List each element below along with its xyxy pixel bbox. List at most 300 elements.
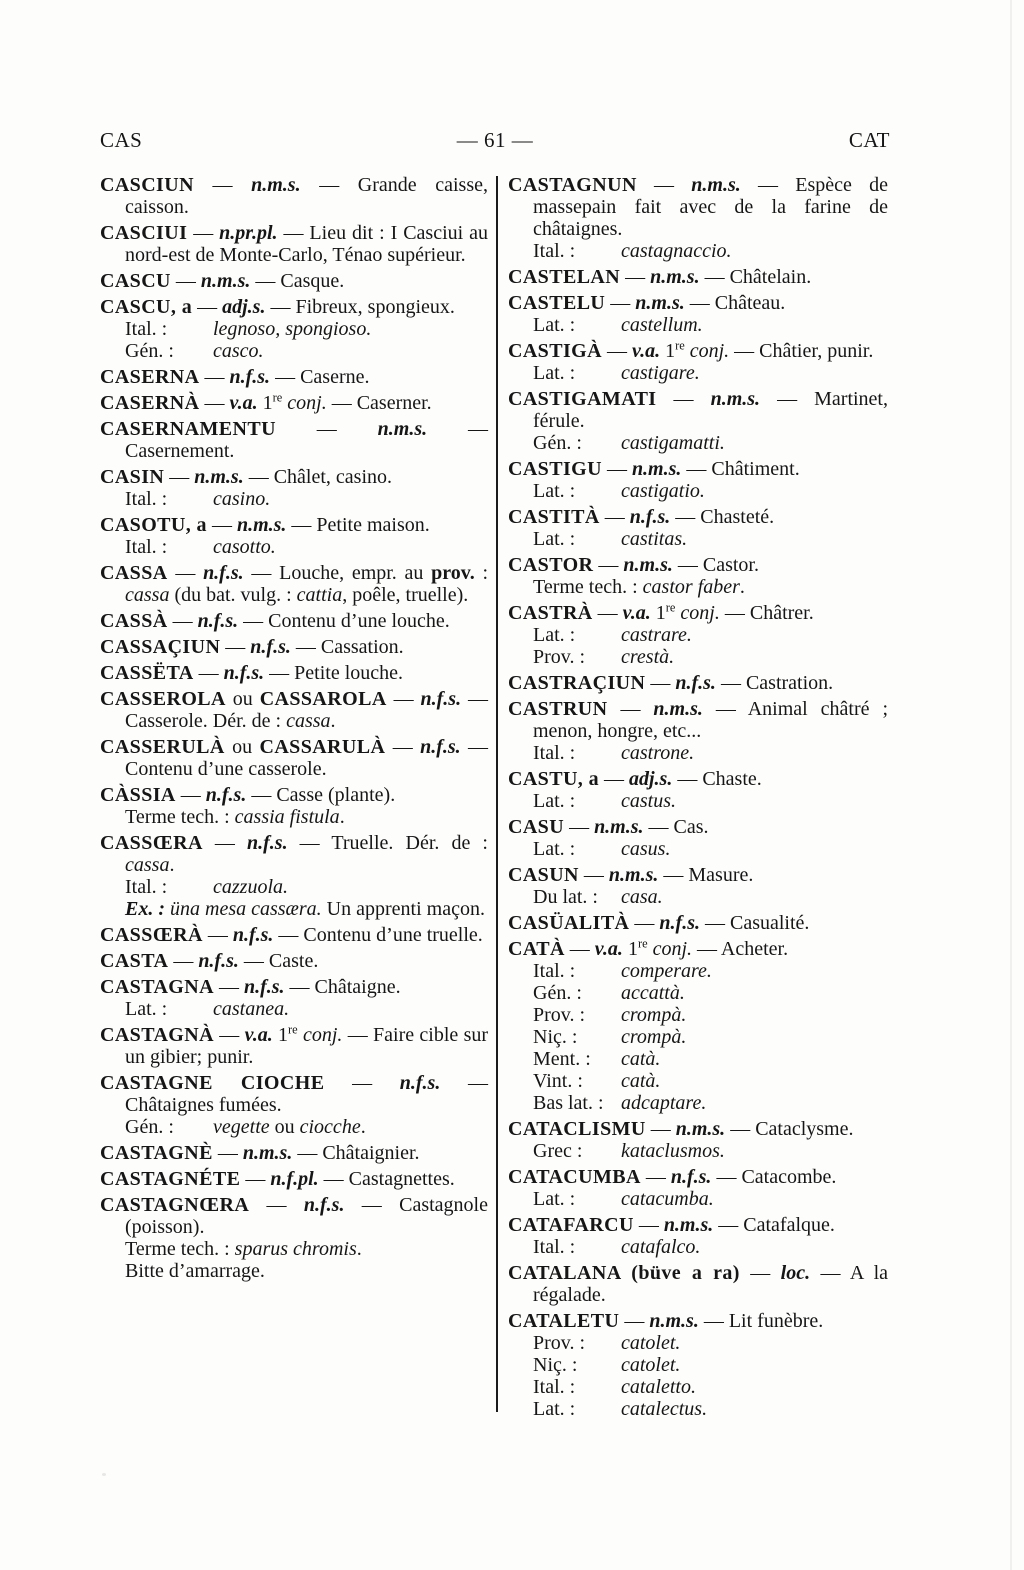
headword: CASTAGNÀ <box>100 1024 214 1046</box>
headword: CATÀ <box>508 938 565 960</box>
etymon-italic: castigare. <box>621 362 700 384</box>
language-label: Bas lat. : <box>533 1092 604 1114</box>
definition-text: — <box>605 292 636 314</box>
running-head-left: CAS <box>100 128 143 152</box>
dictionary-entry <box>508 1118 888 1162</box>
language-label: Lat. : <box>533 528 576 550</box>
entry-line <box>508 1118 888 1140</box>
headword: CASTAGNE CIOCHE <box>100 1072 325 1094</box>
entry-line <box>508 672 888 694</box>
dictionary-entry <box>508 938 888 1114</box>
dictionary-entry <box>508 1214 888 1258</box>
entry-line <box>508 506 888 528</box>
entry-line <box>508 1262 888 1306</box>
scan-speck <box>102 1473 106 1476</box>
dictionary-entry <box>508 388 888 454</box>
definition-text: — Châtier, punir. <box>729 340 874 362</box>
headword: CATALETU <box>508 1310 620 1332</box>
definition-text: — <box>213 1024 245 1046</box>
dictionary-entry <box>100 270 488 292</box>
definition-text: — Caserner. <box>326 392 432 414</box>
etymon-italic: conj. <box>652 938 693 960</box>
grammar-tag: v.a. <box>229 392 258 414</box>
headword: CASCU, a <box>100 296 193 318</box>
etymon-italic: conj. <box>287 392 327 414</box>
definition-text: — Contenu d’une casserole. <box>125 736 489 780</box>
entry-line <box>100 636 488 658</box>
entry-line <box>508 864 888 886</box>
language-label: Grec : <box>533 1140 583 1162</box>
entry-line <box>508 576 888 598</box>
definition-text: 1 <box>257 392 273 414</box>
etymon-italic: casco. <box>213 340 264 362</box>
grammar-tag: n.m.s. <box>594 816 644 838</box>
etymon-italic: adcaptare. <box>621 1092 707 1114</box>
headword: CASOTU, a <box>100 514 207 536</box>
headword: CASTAGNÉTE <box>100 1168 241 1190</box>
language-label: Niç. : <box>533 1026 578 1048</box>
entry-line <box>100 366 488 388</box>
grammar-tag: n.m.s. <box>710 388 761 410</box>
language-label: Gén. : <box>125 1116 174 1138</box>
grammar-tag: n.f.s. <box>399 1072 441 1094</box>
definition-text: Bitte d’amarrage. <box>125 1260 265 1282</box>
definition-text: — A la régalade. <box>533 1262 888 1306</box>
language-label: Du lat. : <box>533 886 598 908</box>
entry-line <box>508 1310 888 1332</box>
definition-text: — Castagnole (poisson). <box>125 1194 488 1238</box>
definition-text: . <box>339 806 345 828</box>
etymon-italic: cassia fistula <box>234 806 340 828</box>
entry-line <box>508 1236 888 1258</box>
entry-line <box>100 736 488 780</box>
dictionary-entry <box>100 662 488 684</box>
dictionary-entry <box>508 340 888 384</box>
entry-line <box>508 646 888 668</box>
running-head <box>100 128 890 154</box>
dictionary-entry <box>508 554 888 598</box>
dictionary-entry <box>100 950 488 972</box>
grammar-tag: n.f.s. <box>229 366 271 388</box>
etymon-italic: cataletto. <box>621 1376 696 1398</box>
definition-text: — Fibreux, spongieux. <box>265 296 455 318</box>
etymon-italic: kataclusmos. <box>621 1140 725 1162</box>
definition-text: Terme tech. : <box>533 576 643 598</box>
definition-text: ou <box>224 736 260 758</box>
definition-text: — <box>629 912 660 934</box>
definition-text: — <box>193 174 252 196</box>
etymon-italic: cazzuola. <box>213 876 288 898</box>
language-label: Gén. : <box>533 432 582 454</box>
headword: CASTRUN <box>508 698 608 720</box>
entry-line <box>100 1260 488 1282</box>
grammar-tag: n.m.s. <box>200 270 251 292</box>
dictionary-entry <box>508 602 888 668</box>
grammar-tag: n.f.s. <box>659 912 700 934</box>
headword: CASSÀ <box>100 610 168 632</box>
etymon-italic: castagnaccio. <box>621 240 732 262</box>
etymon-italic: catolet. <box>621 1332 681 1354</box>
dictionary-entry <box>100 976 488 1020</box>
grammar-tag: n.m.s. <box>675 1118 726 1140</box>
grammar-tag: n.f.s. <box>420 736 461 758</box>
language-label: Lat. : <box>533 480 576 502</box>
grammar-tag: v.a. <box>631 340 661 362</box>
dictionary-entry <box>508 864 888 908</box>
entry-line <box>508 1332 888 1354</box>
entry-line <box>100 222 488 266</box>
definition-text: — Contenu d’une truelle. <box>273 924 483 946</box>
headword: CATACUMBA <box>508 1166 641 1188</box>
column-right <box>508 174 888 1424</box>
etymon-italic: catà. <box>621 1048 661 1070</box>
definition-text: — Petite louche. <box>264 662 404 684</box>
definition-text: . <box>360 1116 366 1138</box>
entry-line <box>100 662 488 684</box>
headword: CASSERULÀ <box>100 736 225 758</box>
definition-text: — Catafalque. <box>713 1214 835 1236</box>
etymon-italic: casino. <box>213 488 271 510</box>
definition-text: — <box>593 554 624 576</box>
definition-text: — <box>385 736 421 758</box>
language-label: Ital. : <box>125 488 168 510</box>
etymon-italic: accattà. <box>621 982 685 1004</box>
language-label: Prov. : <box>533 1332 586 1354</box>
etymon-italic: catacumba. <box>621 1188 714 1210</box>
entry-line <box>508 912 888 934</box>
etymon-italic: comperare. <box>621 960 712 982</box>
definition-text: 1 <box>622 938 638 960</box>
entry-line <box>508 1070 888 1092</box>
definition-text: — <box>620 266 651 288</box>
definition-text: — <box>275 418 378 440</box>
definition-text: — Animal châtré ; menon, hongre, etc... <box>533 698 888 742</box>
entry-line <box>100 832 488 876</box>
definition-text: — <box>202 832 247 854</box>
grammar-tag: v.a. <box>622 602 651 624</box>
language-label: Ital. : <box>125 318 168 340</box>
entry-line <box>508 886 888 908</box>
grammar-tag: adj.s. <box>222 296 266 318</box>
entry-line <box>508 458 888 480</box>
headword: CASUN <box>508 864 579 886</box>
headword: CATACLISMU <box>508 1118 646 1140</box>
language-label: Lat. : <box>533 362 576 384</box>
dictionary-entry <box>508 1262 888 1306</box>
definition-text: — Cassation. <box>290 636 404 658</box>
entry-line <box>100 1168 488 1190</box>
definition-text: 1 <box>650 602 666 624</box>
entry-line <box>508 388 888 432</box>
headword: CASÜALITÀ <box>508 912 630 934</box>
entry-line <box>508 1166 888 1188</box>
dictionary-entry <box>508 768 888 812</box>
definition-text: — <box>249 1194 304 1216</box>
language-label: Gén. : <box>533 982 582 1004</box>
language-label: Prov. : <box>533 1004 586 1026</box>
running-head-right: CAT <box>848 128 890 152</box>
definition-text: — Châtaignier. <box>292 1142 420 1164</box>
headword: CASTAGNŒRA <box>100 1194 250 1216</box>
definition-text: — Acheter. <box>692 938 789 960</box>
language-label: Lat. : <box>533 790 576 812</box>
definition-text: — Martinet, férule. <box>533 388 888 432</box>
entry-line <box>508 1092 888 1114</box>
headword: CASCU <box>100 270 171 292</box>
entry-line <box>508 1398 888 1420</box>
two-column-layout <box>100 174 890 1424</box>
grammar-tag: v.a. <box>244 1024 273 1046</box>
entry-line <box>100 270 488 292</box>
dictionary-entry <box>100 736 488 780</box>
entry-line <box>508 240 888 262</box>
headword: CATALANA (büve a ra) <box>508 1262 740 1284</box>
definition-text: — Casserole. Dér. de : <box>125 688 489 732</box>
etymon-italic: castrone. <box>621 742 695 764</box>
entry-line <box>508 816 888 838</box>
definition-text: — <box>167 562 204 584</box>
etymon-italic: cassa <box>125 584 170 606</box>
dictionary-entry <box>100 1194 488 1282</box>
definition-text: — <box>599 768 629 790</box>
language-label: Niç. : <box>533 1354 578 1376</box>
entry-line <box>100 924 488 946</box>
dictionary-entry <box>100 174 488 218</box>
dictionary-entry <box>508 266 888 288</box>
entry-line <box>100 688 488 732</box>
entry-line <box>508 1214 888 1236</box>
dictionary-entry <box>508 292 888 336</box>
definition-text: — Château. <box>684 292 786 314</box>
definition-text: — <box>168 950 199 972</box>
etymon-italic: crompà. <box>621 1004 687 1026</box>
definition-text: — Caserne. <box>270 366 370 388</box>
definition-text: Terme tech. : <box>125 806 235 828</box>
bold-text: prov. <box>431 562 475 584</box>
definition-text: — <box>170 270 201 292</box>
definition-text: — Casque. <box>250 270 345 292</box>
definition-text: — Catacombe. <box>711 1166 837 1188</box>
etymon-italic: catolet. <box>621 1354 681 1376</box>
language-label: Lat. : <box>533 314 576 336</box>
definition-text: — <box>645 672 676 694</box>
entry-line <box>508 742 888 764</box>
etymon-italic: legnoso, spongioso. <box>213 318 372 340</box>
definition-text: — <box>739 1262 781 1284</box>
definition-text: — <box>199 366 230 388</box>
definition-text: — <box>199 392 230 414</box>
grammar-tag: n.m.s. <box>653 698 703 720</box>
dictionary-entry <box>100 222 488 266</box>
headword: CASTELAN <box>508 266 621 288</box>
definition-text: — Casse (plante). <box>246 784 396 806</box>
language-label: Ital. : <box>125 536 168 558</box>
column-divider <box>496 176 498 1412</box>
definition-text: — <box>220 636 251 658</box>
dictionary-entry <box>508 912 888 934</box>
grammar-tag: n.f.s. <box>247 832 288 854</box>
definition-text: — <box>212 1142 243 1164</box>
language-label: Lat. : <box>533 624 576 646</box>
dictionary-entry <box>100 1168 488 1190</box>
entry-line <box>100 806 488 828</box>
headword: CASTAGNÈ <box>100 1142 213 1164</box>
dictionary-entry <box>100 366 488 388</box>
definition-text: — Casernement. <box>125 418 489 462</box>
definition-text: — <box>564 938 595 960</box>
etymon-italic: catalectus. <box>621 1398 708 1420</box>
entry-line <box>100 296 488 318</box>
entry-line <box>508 340 888 362</box>
definition-text: — <box>636 174 692 196</box>
definition-text: — Louche, empr. au <box>243 562 432 584</box>
headword: CASTRAÇIUN <box>508 672 646 694</box>
dictionary-entry <box>100 562 488 606</box>
entry-line <box>100 998 488 1020</box>
entry-line <box>508 790 888 812</box>
entry-line <box>508 838 888 860</box>
definition-text: : <box>474 562 489 584</box>
etymon-italic: conj. <box>302 1024 343 1046</box>
entry-line <box>508 292 888 314</box>
entry-line <box>100 488 488 510</box>
definition-text: — Grande caisse, caisson. <box>125 174 488 218</box>
entry-line <box>508 1376 888 1398</box>
grammar-tag: n.f.s. <box>232 924 274 946</box>
definition-text: — <box>386 688 421 710</box>
entry-line <box>100 1142 488 1164</box>
etymon-italic: casotto. <box>213 536 276 558</box>
grammar-tag: n.m.s. <box>251 174 301 196</box>
definition-text: — <box>656 388 711 410</box>
definition-text: — Caste. <box>238 950 319 972</box>
etymon-italic: castigatio. <box>621 480 705 502</box>
definition-text: ou <box>269 1116 300 1138</box>
grammar-tag: n.f.s. <box>205 784 247 806</box>
definition-text: — <box>601 340 632 362</box>
definition-text: — <box>240 1168 271 1190</box>
language-label: Lat. : <box>533 1398 576 1420</box>
etymon-italic: casa. <box>621 886 663 908</box>
headword: CASSEROLA <box>100 688 226 710</box>
entry-line <box>100 784 488 806</box>
language-label: Lat. : <box>533 838 576 860</box>
headword: CASCIUI <box>100 222 188 244</box>
etymon-italic: castitas. <box>621 528 688 550</box>
headword: CASTU, a <box>508 768 599 790</box>
headword: CASSAÇIUN <box>100 636 221 658</box>
etymon-italic: crestà. <box>621 646 675 668</box>
entry-line <box>508 432 888 454</box>
ordinal-superscript: re <box>637 936 648 951</box>
etymon-italic: castellum. <box>621 314 703 336</box>
entry-line <box>100 514 488 536</box>
grammar-tag: n.m.s. <box>377 418 428 440</box>
entry-line <box>100 610 488 632</box>
entry-line <box>508 768 888 790</box>
language-label: Vint. : <box>533 1070 583 1092</box>
entry-line <box>508 960 888 982</box>
headword: CASERNÀ <box>100 392 200 414</box>
entry-line <box>508 528 888 550</box>
grammar-tag: n.f.s. <box>243 976 285 998</box>
entry-line <box>508 938 888 960</box>
headword: CASTAGNUN <box>508 174 637 196</box>
grammar-tag: n.m.s. <box>631 458 682 480</box>
grammar-tag: v.a. <box>594 938 623 960</box>
definition-text: — Castor. <box>672 554 759 576</box>
entry-line <box>508 1026 888 1048</box>
grammar-tag: n.m.s. <box>649 1310 699 1332</box>
dictionary-entry <box>100 636 488 658</box>
definition-text: — <box>640 1166 671 1188</box>
grammar-tag: n.f.s. <box>197 610 239 632</box>
etymon-italic: castanea. <box>213 998 290 1020</box>
entry-line <box>508 982 888 1004</box>
definition-text: — Châtaignes fumées. <box>125 1072 489 1116</box>
ordinal-superscript: re <box>675 338 685 353</box>
etymon-italic: cattia <box>296 584 343 606</box>
page-content <box>100 128 890 1424</box>
grammar-tag: n.f.s. <box>675 672 716 694</box>
entry-line <box>100 1116 488 1138</box>
grammar-tag: n.m.s. <box>608 864 659 886</box>
etymon-italic: vegette <box>213 1116 270 1138</box>
grammar-tag: n.m.s. <box>635 292 685 314</box>
grammar-tag: n.m.s. <box>236 514 287 536</box>
etymon-italic: castigamatti. <box>621 432 725 454</box>
definition-text: — Lieu dit : I Casciui au nord-est de Monte-Carlo, Ténao supérieur. <box>125 222 489 266</box>
entry-line <box>508 1048 888 1070</box>
definition-text: — <box>645 1118 676 1140</box>
entry-line <box>508 362 888 384</box>
etymon-italic: catà. <box>621 1070 661 1092</box>
entry-line <box>100 466 488 488</box>
language-label: Ital. : <box>533 742 576 764</box>
definition-text: — <box>213 976 244 998</box>
entry-line <box>100 976 488 998</box>
grammar-tag: n.m.s. <box>242 1142 293 1164</box>
ordinal-superscript: re <box>288 1022 298 1037</box>
grammar-tag: n.m.s. <box>623 554 673 576</box>
headword: CASTA <box>100 950 169 972</box>
definition-text: — <box>619 1310 650 1332</box>
dictionary-entry <box>100 1072 488 1138</box>
definition-text: — Cas. <box>643 816 709 838</box>
scan-edge-artifact <box>1010 0 1012 1570</box>
entry-line <box>100 950 488 972</box>
definition-text: — <box>167 610 198 632</box>
definition-text: — Petite maison. <box>286 514 430 536</box>
headword: CASTAGNA <box>100 976 214 998</box>
definition-text: — <box>164 466 195 488</box>
definition-text: — Contenu d’une louche. <box>238 610 450 632</box>
column-left <box>100 174 488 1286</box>
definition-text: — <box>192 296 223 318</box>
entry-line <box>508 1004 888 1026</box>
definition-text: — <box>599 506 630 528</box>
entry-line <box>100 340 488 362</box>
headword: CASERNA <box>100 366 200 388</box>
entry-line <box>100 392 488 414</box>
headword: CASSAROLA <box>259 688 387 710</box>
definition-text: — <box>206 514 237 536</box>
grammar-tag: n.m.s. <box>691 174 741 196</box>
definition-text: — Chaste. <box>672 768 762 790</box>
etymon-italic: cassa <box>125 854 170 876</box>
headword: CATAFARCU <box>508 1214 634 1236</box>
etymon-italic: castor faber <box>642 576 740 598</box>
